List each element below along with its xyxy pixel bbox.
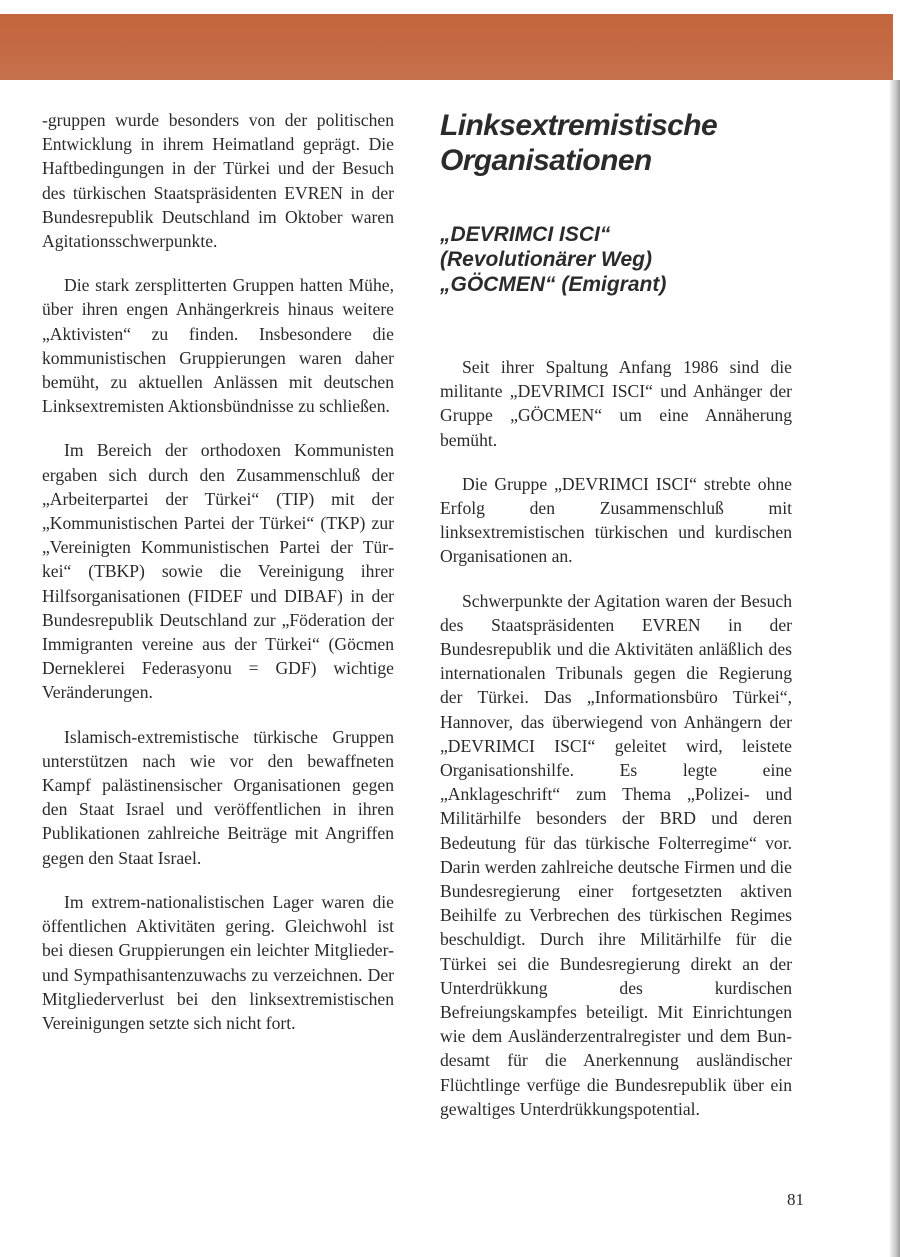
- sub-heading-line-3: „GÖCMEN“ (Emigrant): [440, 273, 667, 296]
- right-column: [440, 108, 792, 1141]
- right-paragraph-2: Die Gruppe „DEVRIMCI ISCI“ strebte ohne Erfolg den Zusammenschluß mit linksextremistischen türkischen und kurdischen Organisationen an.: [440, 473, 792, 567]
- left-column: [42, 108, 394, 1055]
- page-number: 81: [787, 1190, 804, 1209]
- right-paragraph-1: Seit ihrer Spaltung Anfang 1986 sind die militante „DEVRIMCI ISCI“ und Anhänger der Gruppe „GÖCMEN“ um eine Annäherung bemüht.: [440, 357, 792, 450]
- sub-heading: [440, 222, 792, 297]
- left-paragraph-3: Im Bereich der orthodoxen Kommunisten ergaben sich durch den Zusammenschluß der „Arbeiterpartei der Türkei“ (TIP) mit der „Kommunistischen Partei der Türkei“ (TKP) zur „Vereinigten Kommunistischen Partei der Türkei“ (TBKP) sowie die Vereinigung ihrer Hilfsorganisationen (FIDEF und DIBAF) in der Bundesrepublik Deutschland zur „Föderation der Immigranten vereine aus der Türkei“ (Göcmen Derneklerei Federasyonu = GDF) wichtige Veränderungen.: [42, 440, 394, 703]
- right-body: [440, 355, 792, 1121]
- sub-heading-line-1: „DEVRIMCI ISCI“: [440, 223, 611, 246]
- right-paragraph-3: Schwerpunkte der Agitation waren der Besuch des Staatspräsidenten EVREN in der Bundesrepublik und die Aktivitäten anläßlich des internationalen Tribunals gegen die Regierung der Türkei. Das „Informationsbüro Türkei“, Hannover, das überwiegend von Anhängern der „DEVRIMCI ISCI“ geleitet wird, leistete Organisationshilfe. Es legte eine „Anklageschrift“ zum Thema „Polizei- und Militärhilfe besonders der BRD und deren Bedeutung für das türkische Folterregime“ vor. Darin werden zahlreiche deutsche Firmen und die Bundesregierung einer fortgesetzten aktiven Beihilfe zu Verbrechen des türkischen Regimes beschuldigt. Durch ihre Militärhilfe für die Türkei sei die Bundesregierung direkt an der Unterdrükkung des kurdischen Befreiungskampfes beteiligt. Mit Einrichtungen wie dem Ausländerzentralregister und dem Bundesamt für die Anerkennung ausländischer Flüchtlinge verfüge die Bundesrepublik über ein gewaltiges Unterdrükkungspotential.: [440, 590, 792, 1119]
- section-title: Linksextremistische Organisationen: [440, 109, 718, 177]
- left-paragraph-4: Islamisch-extremistische türkische Gruppen unterstützen nach wie vor den bewaffneten Kampf palästinensischer Organisationen gegen den Staat Israel und veröffentlichen in ihren Publikationen zahlreiche Beiträge mit Angriffen gegen den Staat Israel.: [42, 726, 394, 868]
- left-paragraph-1: -gruppen wurde besonders von der politischen Entwicklung in ihrem Heimatland geprägt. Die Haftbedingungen in der Türkei und der Besuch des türkischen Staatspräsidenten EVREN in der Bundesrepublik Deutschland im Oktober waren Agitationsschwerpunkte.: [42, 110, 394, 252]
- left-paragraph-2: Die stark zersplitterten Gruppen hatten Mühe, über ihren engen Anhängerkreis hinaus weitere „Aktivisten“ zu finden. Insbesondere die kommunistischen Gruppierungen waren daher bemüht, zu aktuellen Anlässen mit deutschen Linksextremisten Aktionsbündnisse zu schließen.: [42, 275, 394, 417]
- header-color-band: [0, 14, 893, 80]
- page-edge-shadow: [890, 80, 900, 1257]
- left-paragraph-5: Im extrem-nationalistischen Lager waren die öffentlichen Aktivitäten gering. Gleichwohl ist bei diesen Gruppierungen ein leichter Mitglieder- und Sympathisantenzuwachs zu verzeichnen. Der Mitgliederverlust bei den linksextremistischen Vereinigungen setzte sich nicht fort.: [42, 891, 394, 1033]
- sub-heading-line-2: (Revolutionärer Weg): [440, 248, 652, 271]
